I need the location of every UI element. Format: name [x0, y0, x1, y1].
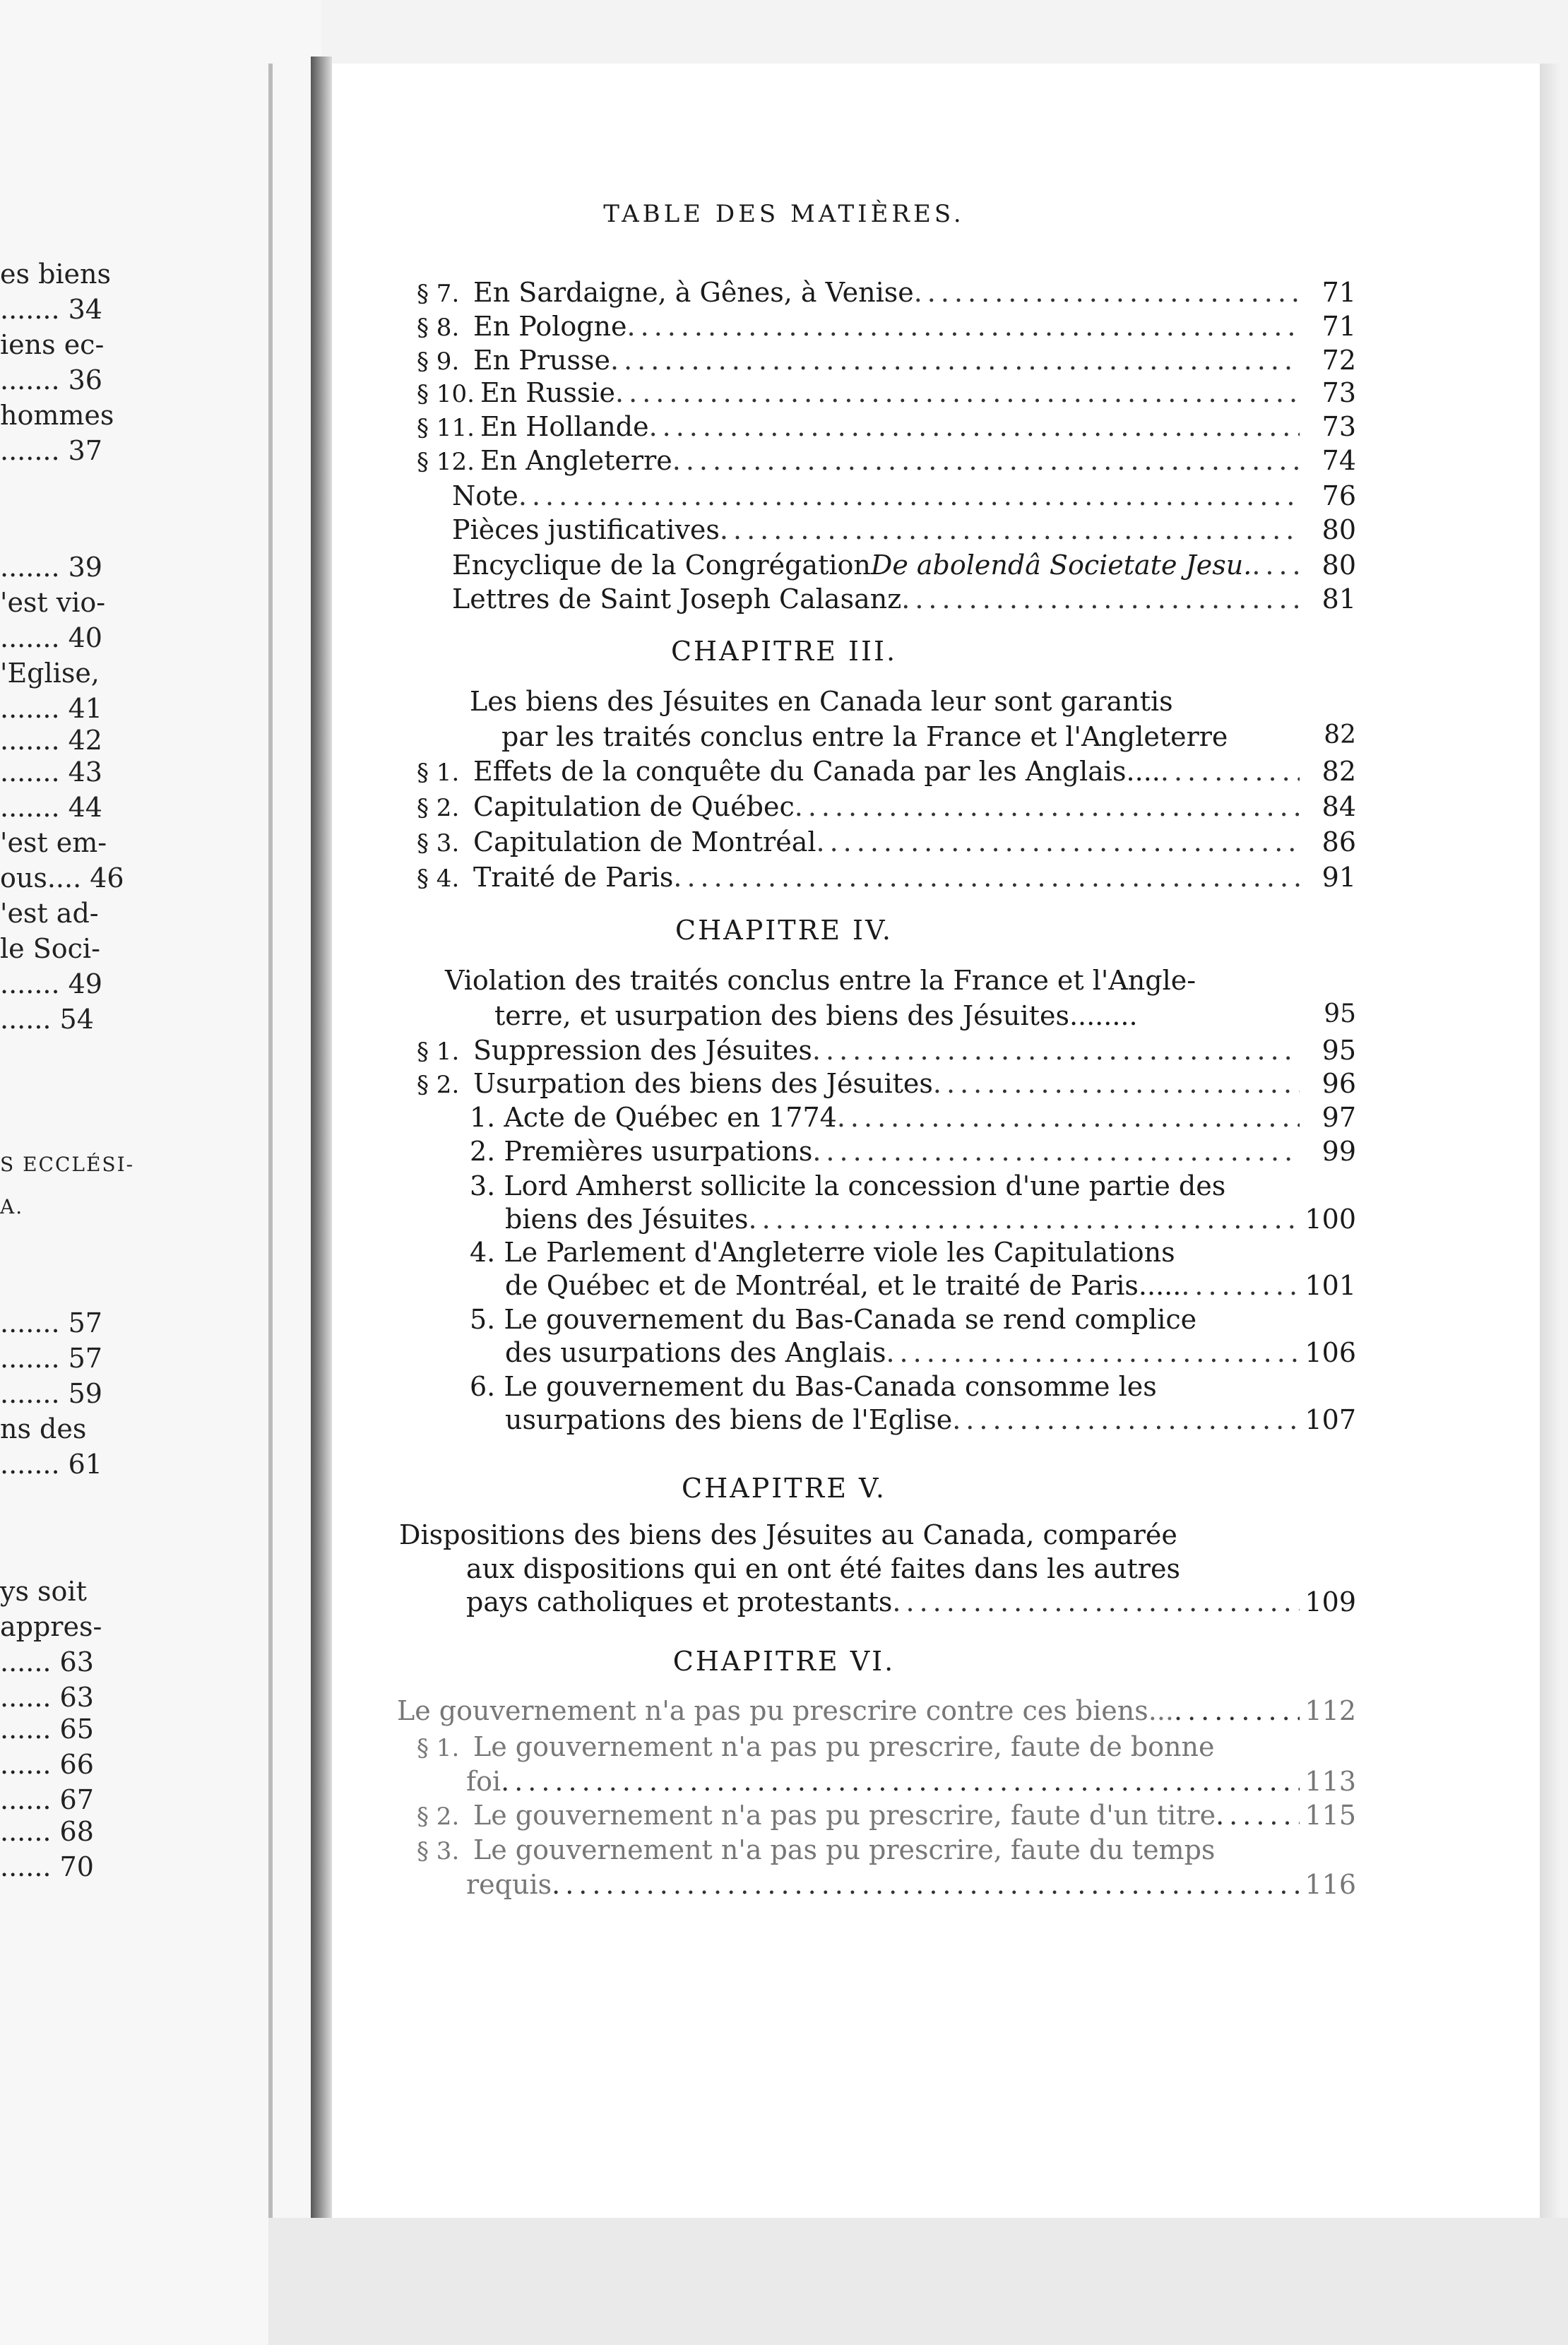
page-number: 82 — [1321, 756, 1356, 787]
chapter-heading: CHAPITRE VI. — [672, 1646, 896, 1677]
toc-entry — [417, 791, 1356, 822]
page-number: 73 — [1321, 377, 1356, 408]
page-number: 71 — [1321, 311, 1356, 342]
entry-title-italic: De abolendâ Societate Jesu. — [870, 550, 1252, 581]
toc-entry — [466, 1869, 1356, 1900]
entry-title: 2. Premières usurpations — [470, 1136, 813, 1167]
left-fragment: ys soit — [0, 1576, 87, 1607]
dot-leader — [952, 1404, 1300, 1435]
section-mark: § 2. — [417, 1803, 460, 1831]
entry-title: Encyclique de la Congrégation — [452, 550, 871, 581]
dot-leader — [914, 277, 1300, 308]
dot-leader — [1252, 550, 1300, 581]
section-mark: § 2. — [417, 794, 460, 822]
dot-leader — [892, 1586, 1300, 1617]
chapter-heading: CHAPITRE IV. — [675, 915, 893, 946]
left-fragment: le Soci- — [0, 933, 100, 964]
entry-title: En Prusse — [473, 345, 610, 376]
dot-leader — [627, 311, 1300, 342]
page-number: 73 — [1321, 411, 1356, 442]
left-fragment: hommes — [0, 400, 114, 431]
toc-entry — [505, 1404, 1356, 1435]
toc-entry — [452, 480, 1356, 511]
toc-entry — [470, 1102, 1356, 1133]
toc-entry — [417, 445, 1356, 476]
left-fragment: ....... 41 — [0, 693, 102, 724]
page-number: 74 — [1321, 445, 1356, 476]
left-fragment: ....... 34 — [0, 294, 102, 325]
toc-entry — [466, 1766, 1356, 1797]
page-number: 101 — [1305, 1270, 1356, 1301]
entry-title: Le gouvernement n'a pas pu prescrire, faute de bonne — [473, 1731, 1215, 1762]
left-fragment: ....... 49 — [0, 968, 102, 999]
toc-entry — [417, 277, 1356, 308]
page-number: 81 — [1321, 583, 1356, 615]
entry-title: Le gouvernement n'a pas pu prescrire contre ces biens... — [397, 1695, 1174, 1726]
dot-leader — [812, 1035, 1300, 1066]
toc-line — [417, 1730, 1214, 1764]
left-fragment: ns des — [0, 1413, 87, 1444]
toc-line: aux dispositions qui en ont été faites dans les autres — [466, 1553, 1180, 1584]
left-fragment: 'est vio- — [0, 587, 106, 618]
dot-leader — [1216, 1800, 1300, 1831]
left-fragment: 'est em- — [0, 827, 107, 858]
left-fragment: ...... 65 — [0, 1714, 94, 1745]
toc-entry — [417, 311, 1356, 342]
entry-title: des usurpations des Anglais — [505, 1337, 886, 1368]
page-number: 116 — [1305, 1869, 1356, 1900]
page-shadow — [1540, 64, 1561, 2239]
left-fragment: ....... 61 — [0, 1449, 102, 1480]
entry-title: En Pologne — [473, 311, 627, 342]
dot-leader — [672, 445, 1300, 476]
page-number: 97 — [1321, 1102, 1356, 1133]
left-fragment: appres- — [0, 1611, 102, 1642]
bottom-band — [268, 2218, 1568, 2345]
dot-leader — [649, 411, 1300, 442]
section-mark: § 10. — [417, 380, 475, 408]
left-fragment: ....... 43 — [0, 756, 102, 788]
toc-entry — [505, 1270, 1356, 1301]
left-fragment: iens ec- — [0, 329, 105, 360]
toc-entry — [452, 550, 1356, 581]
entry-title: En Sardaigne, à Gênes, à Venise — [473, 277, 914, 308]
left-fragment: ...... 63 — [0, 1682, 94, 1713]
page-number: 80 — [1321, 550, 1356, 581]
toc-line — [417, 1834, 1215, 1868]
dot-leader — [501, 1766, 1300, 1797]
dot-leader — [749, 1204, 1300, 1235]
left-fragment: 'est ad- — [0, 898, 99, 929]
left-fragment: ....... 44 — [0, 792, 102, 823]
toc-line: Violation des traités conclus entre la France et l'Angle- — [445, 965, 1196, 996]
entry-title: 1. Acte de Québec en 1774 — [470, 1102, 837, 1133]
book-gutter — [311, 57, 332, 2246]
dot-leader — [552, 1869, 1300, 1900]
dot-leader — [1174, 1695, 1300, 1726]
toc-entry — [417, 411, 1356, 442]
left-fragment: ....... 37 — [0, 435, 102, 466]
entry-title: pays catholiques et protestants — [466, 1586, 893, 1617]
section-mark: § 1. — [417, 759, 460, 787]
toc-entry — [417, 1035, 1356, 1066]
page-number: 80 — [1321, 514, 1356, 545]
left-fragment: ....... 42 — [0, 725, 102, 756]
dot-leader — [837, 1102, 1300, 1133]
section-mark: § 9. — [417, 348, 460, 376]
toc-entry — [417, 345, 1356, 376]
entry-title: Pièces justificatives — [452, 514, 720, 545]
toc-line: Les biens des Jésuites en Canada leur sont garantis — [470, 686, 1173, 717]
left-fragment: ...... 70 — [0, 1851, 94, 1882]
dot-leader — [795, 791, 1300, 822]
left-fragment: ....... 40 — [0, 622, 102, 653]
section-mark: § 1. — [417, 1734, 460, 1762]
toc-entry — [417, 862, 1356, 893]
left-fragment: ...... 54 — [0, 1004, 94, 1035]
page-number: 84 — [1321, 791, 1356, 822]
toc-line: terre, et usurpation des biens des Jésuites........ — [494, 1000, 1138, 1031]
entry-title: Effets de la conquête du Canada par les Anglais.... — [473, 756, 1160, 787]
entry-title: biens des Jésuites — [505, 1204, 749, 1235]
page-number: 86 — [1321, 826, 1356, 857]
left-fragment: ...... 68 — [0, 1816, 94, 1847]
toc-line: par les traités conclus entre la France et l'Angleterre — [501, 721, 1228, 752]
page-number: 72 — [1321, 345, 1356, 376]
section-mark: § 3. — [417, 829, 460, 857]
left-fragment: ....... 39 — [0, 552, 102, 583]
toc-entry — [417, 826, 1356, 857]
dot-leader — [518, 480, 1300, 511]
left-fragment: ...... 66 — [0, 1749, 94, 1780]
dot-leader — [812, 1136, 1300, 1167]
page-number: 113 — [1305, 1766, 1356, 1797]
left-fragment: ...... 63 — [0, 1646, 94, 1678]
left-fragment: ....... 57 — [0, 1307, 102, 1338]
entry-title: requis — [466, 1869, 552, 1900]
entry-title: foi — [466, 1766, 501, 1797]
left-page-edge — [268, 64, 273, 2253]
toc-entry — [452, 514, 1356, 545]
toc-entry — [417, 1068, 1356, 1099]
entry-title: de Québec et de Montréal, et le traité de Paris..... — [505, 1270, 1182, 1301]
section-mark: § 8. — [417, 314, 460, 342]
page-number: 95 — [1321, 1035, 1356, 1066]
toc-line: 5. Le gouvernement du Bas-Canada se rend complice — [470, 1304, 1197, 1335]
entry-title: En Angleterre — [480, 445, 672, 476]
page-number: 100 — [1305, 1204, 1356, 1235]
page-number: 91 — [1321, 862, 1356, 893]
section-mark: § 3. — [417, 1837, 460, 1865]
page-number: 107 — [1305, 1404, 1356, 1435]
section-mark: § 4. — [417, 865, 460, 893]
toc-line: 4. Le Parlement d'Angleterre viole les Capitulations — [470, 1237, 1175, 1268]
left-fragment: ....... 57 — [0, 1343, 102, 1374]
left-fragment: 'Eglise, — [0, 658, 100, 689]
toc-line: Dispositions des biens des Jésuites au Canada, comparée — [399, 1519, 1177, 1550]
page-number: 96 — [1321, 1068, 1356, 1099]
left-fragment: ...... 67 — [0, 1784, 94, 1815]
chapter-heading: CHAPITRE V. — [682, 1473, 886, 1504]
entry-title: Note — [452, 480, 518, 511]
toc-line: 6. Le gouvernement du Bas-Canada consomme les — [470, 1371, 1157, 1402]
toc-entry — [505, 1337, 1356, 1368]
dot-leader — [816, 826, 1300, 857]
entry-title: Usurpation des biens des Jésuites — [473, 1068, 933, 1099]
left-fragment: ....... 59 — [0, 1378, 102, 1409]
page-number: 82 — [1324, 720, 1356, 749]
section-mark: § 12. — [417, 448, 475, 476]
section-mark: § 2. — [417, 1071, 460, 1099]
entry-title: Le gouvernement n'a pas pu prescrire, faute d'un titre — [473, 1800, 1216, 1831]
entry-title: Traité de Paris — [473, 862, 674, 893]
chapter-heading: CHAPITRE III. — [670, 636, 898, 667]
page-number: 99 — [1321, 1136, 1356, 1167]
toc-entry — [470, 1136, 1356, 1167]
dot-leader — [886, 1337, 1300, 1368]
toc-entry — [397, 1695, 1356, 1726]
entry-title: Suppression des Jésuites — [473, 1035, 812, 1066]
page-number: 76 — [1321, 480, 1356, 511]
toc-entry — [417, 377, 1356, 408]
entry-title: Le gouvernement n'a pas pu prescrire, faute du temps — [473, 1834, 1216, 1865]
section-mark: § 1. — [417, 1038, 460, 1066]
section-mark: § 7. — [417, 280, 460, 308]
page-number: 112 — [1305, 1695, 1356, 1726]
page-number: 106 — [1305, 1337, 1356, 1368]
entry-title: Capitulation de Québec — [473, 791, 795, 822]
left-fragment: ous.... 46 — [0, 862, 124, 894]
entry-title: En Hollande — [480, 411, 649, 442]
page-number: 115 — [1305, 1800, 1356, 1831]
entry-title: En Russie — [480, 377, 616, 408]
page-number: 95 — [1324, 999, 1356, 1028]
entry-title: Capitulation de Montréal — [473, 826, 816, 857]
dot-leader — [610, 345, 1300, 376]
toc-entry — [417, 756, 1356, 787]
dot-leader — [720, 514, 1300, 545]
dot-leader — [1181, 1270, 1300, 1301]
left-fragment: ....... 36 — [0, 364, 102, 396]
toc-line: 3. Lord Amherst sollicite la concession d'une partie des — [470, 1170, 1226, 1201]
page-number: 109 — [1305, 1586, 1356, 1617]
toc-entry — [452, 583, 1356, 615]
dot-leader — [615, 377, 1300, 408]
dot-leader — [933, 1068, 1300, 1099]
page-number: 71 — [1321, 277, 1356, 308]
page-header: TABLE DES MATIÈRES. — [603, 200, 965, 228]
toc-entry — [505, 1204, 1356, 1235]
dot-leader — [901, 583, 1300, 615]
left-fragment: es biens — [0, 259, 112, 290]
left-fragment: A. — [0, 1195, 24, 1218]
entry-title: usurpations des biens de l'Eglise — [505, 1404, 953, 1435]
dot-leader — [1160, 756, 1300, 787]
toc-entry — [417, 1800, 1356, 1831]
section-mark: § 11. — [417, 414, 475, 442]
dot-leader — [673, 862, 1300, 893]
left-fragment: S ECCLÉSI- — [0, 1153, 135, 1176]
entry-title: Lettres de Saint Joseph Calasanz — [452, 583, 902, 615]
toc-entry — [466, 1586, 1356, 1617]
